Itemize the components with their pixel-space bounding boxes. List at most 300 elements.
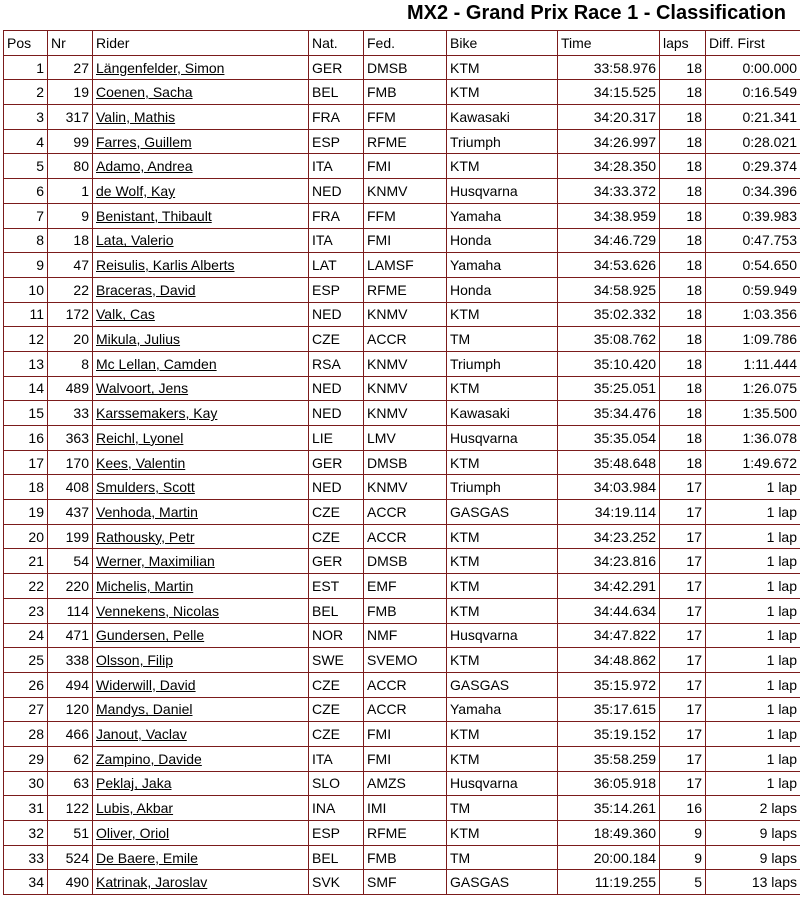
cell-bike: KTM	[447, 549, 558, 574]
cell-diff-first: 0:59.949	[706, 277, 800, 302]
cell-rider	[93, 179, 309, 204]
rider-link[interactable]: Zampino, Davide	[96, 750, 202, 767]
cell-nat: LIE	[309, 426, 364, 451]
cell-bike: KTM	[447, 55, 558, 80]
cell-nat: ITA	[309, 154, 364, 179]
cell-nat: CZE	[309, 697, 364, 722]
table-row	[4, 253, 800, 278]
cell-time: 35:35.054	[558, 426, 660, 451]
cell-nr: 120	[48, 697, 93, 722]
cell-bike: KTM	[447, 598, 558, 623]
cell-nat: CZE	[309, 327, 364, 352]
cell-diff-first: 0:16.549	[706, 80, 800, 105]
table-row	[4, 129, 800, 154]
cell-nat: GER	[309, 549, 364, 574]
cell-nr: 408	[48, 475, 93, 500]
cell-nr: 33	[48, 401, 93, 426]
cell-pos: 23	[4, 598, 48, 623]
cell-fed: FMB	[364, 80, 447, 105]
rider-link[interactable]: Lubis, Akbar	[96, 800, 174, 817]
header-diff-first: Diff. First	[706, 31, 800, 56]
cell-laps: 5	[660, 870, 706, 895]
cell-bike: GASGAS	[447, 500, 558, 525]
cell-bike: Husqvarna	[447, 426, 558, 451]
cell-nat: SVK	[309, 870, 364, 895]
table-row	[4, 623, 800, 648]
cell-time: 35:02.332	[558, 302, 660, 327]
cell-rider	[93, 845, 309, 870]
rider-link[interactable]: Walvoort, Jens	[96, 380, 189, 397]
cell-fed: LAMSF	[364, 253, 447, 278]
cell-nr: 490	[48, 870, 93, 895]
rider-link[interactable]: Valk, Cas	[96, 306, 155, 323]
cell-nat: GER	[309, 450, 364, 475]
cell-laps: 18	[660, 129, 706, 154]
cell-nr: 18	[48, 228, 93, 253]
cell-time: 18:49.360	[558, 821, 660, 846]
cell-rider	[93, 598, 309, 623]
rider-link[interactable]: Braceras, David	[96, 281, 196, 298]
cell-fed: FMI	[364, 722, 447, 747]
rider-link[interactable]: Benistant, Thibault	[96, 207, 212, 224]
cell-rider	[93, 154, 309, 179]
cell-rider	[93, 821, 309, 846]
cell-bike: TM	[447, 327, 558, 352]
table-row	[4, 55, 800, 80]
cell-nr: 63	[48, 771, 93, 796]
cell-diff-first: 1 lap	[706, 722, 800, 747]
cell-fed: RFME	[364, 129, 447, 154]
cell-nr: 80	[48, 154, 93, 179]
cell-nat: FRA	[309, 203, 364, 228]
table-row	[4, 821, 800, 846]
cell-time: 34:46.729	[558, 228, 660, 253]
cell-pos: 3	[4, 105, 48, 130]
cell-laps: 17	[660, 500, 706, 525]
cell-rider	[93, 80, 309, 105]
cell-diff-first: 1:49.672	[706, 450, 800, 475]
cell-rider	[93, 203, 309, 228]
cell-nr: 317	[48, 105, 93, 130]
cell-rider	[93, 228, 309, 253]
cell-laps: 18	[660, 253, 706, 278]
cell-bike: KTM	[447, 376, 558, 401]
cell-nr: 9	[48, 203, 93, 228]
cell-bike: Kawasaki	[447, 105, 558, 130]
cell-time: 34:23.816	[558, 549, 660, 574]
header-nat: Nat.	[309, 31, 364, 56]
cell-pos: 17	[4, 450, 48, 475]
cell-rider	[93, 870, 309, 895]
cell-laps: 18	[660, 55, 706, 80]
rider-link[interactable]: Mandys, Daniel	[96, 701, 193, 718]
cell-laps: 18	[660, 203, 706, 228]
cell-nat: ITA	[309, 228, 364, 253]
cell-rider	[93, 722, 309, 747]
table-row	[4, 722, 800, 747]
cell-time: 34:20.317	[558, 105, 660, 130]
cell-nr: 122	[48, 796, 93, 821]
cell-time: 35:48.648	[558, 450, 660, 475]
cell-fed: EMF	[364, 574, 447, 599]
cell-laps: 18	[660, 228, 706, 253]
rider-link[interactable]: Smulders, Scott	[96, 479, 195, 496]
header-time: Time	[558, 31, 660, 56]
table-row	[4, 351, 800, 376]
classification-table	[3, 30, 800, 895]
rider-link[interactable]: Karssemakers, Kay	[96, 405, 218, 422]
cell-nat: CZE	[309, 524, 364, 549]
cell-diff-first: 13 laps	[706, 870, 800, 895]
cell-fed: FMI	[364, 154, 447, 179]
rider-link[interactable]: Reichl, Lyonel	[96, 429, 184, 446]
cell-time: 34:19.114	[558, 500, 660, 525]
cell-rider	[93, 549, 309, 574]
cell-bike: GASGAS	[447, 672, 558, 697]
cell-nat: ESP	[309, 821, 364, 846]
cell-time: 34:44.634	[558, 598, 660, 623]
cell-time: 35:10.420	[558, 351, 660, 376]
cell-diff-first: 1 lap	[706, 475, 800, 500]
cell-laps: 18	[660, 154, 706, 179]
rider-link[interactable]: Venhoda, Martin	[96, 503, 198, 520]
cell-pos: 9	[4, 253, 48, 278]
cell-nr: 27	[48, 55, 93, 80]
cell-fed: DMSB	[364, 549, 447, 574]
cell-fed: KNMV	[364, 302, 447, 327]
cell-fed: RFME	[364, 821, 447, 846]
cell-pos: 16	[4, 426, 48, 451]
rider-link[interactable]: Farres, Guillem	[96, 133, 192, 150]
cell-laps: 17	[660, 574, 706, 599]
header-nr: Nr	[48, 31, 93, 56]
rider-link[interactable]: Michelis, Martin	[96, 577, 194, 594]
cell-pos: 12	[4, 327, 48, 352]
cell-nr: 54	[48, 549, 93, 574]
cell-fed: KNMV	[364, 351, 447, 376]
cell-diff-first: 1:03.356	[706, 302, 800, 327]
cell-fed: FMI	[364, 228, 447, 253]
cell-laps: 17	[660, 771, 706, 796]
cell-rider	[93, 672, 309, 697]
cell-nat: RSA	[309, 351, 364, 376]
cell-pos: 20	[4, 524, 48, 549]
table-row	[4, 154, 800, 179]
cell-pos: 29	[4, 746, 48, 771]
rider-link[interactable]: Vennekens, Nicolas	[96, 602, 219, 619]
cell-diff-first: 1 lap	[706, 500, 800, 525]
cell-laps: 18	[660, 105, 706, 130]
cell-rider	[93, 697, 309, 722]
cell-nat: BEL	[309, 80, 364, 105]
cell-laps: 17	[660, 672, 706, 697]
table-header-row	[4, 31, 800, 56]
cell-pos: 34	[4, 870, 48, 895]
cell-bike: KTM	[447, 302, 558, 327]
rider-link[interactable]: Längenfelder, Simon	[96, 59, 225, 76]
cell-pos: 18	[4, 475, 48, 500]
rider-link[interactable]: Werner, Maximilian	[96, 553, 215, 570]
cell-fed: FFM	[364, 105, 447, 130]
cell-pos: 8	[4, 228, 48, 253]
cell-nr: 8	[48, 351, 93, 376]
table-row	[4, 697, 800, 722]
cell-fed: KNMV	[364, 376, 447, 401]
cell-nat: EST	[309, 574, 364, 599]
table-row	[4, 203, 800, 228]
cell-nr: 437	[48, 500, 93, 525]
cell-rider	[93, 623, 309, 648]
cell-nr: 99	[48, 129, 93, 154]
cell-fed: IMI	[364, 796, 447, 821]
cell-time: 35:25.051	[558, 376, 660, 401]
cell-fed: ACCR	[364, 672, 447, 697]
cell-laps: 18	[660, 351, 706, 376]
rider-link[interactable]: Widerwill, David	[96, 676, 196, 693]
rider-link[interactable]: Janout, Vaclav	[96, 726, 187, 743]
header-laps: laps	[660, 31, 706, 56]
cell-nr: 19	[48, 80, 93, 105]
cell-fed: AMZS	[364, 771, 447, 796]
cell-diff-first: 0:54.650	[706, 253, 800, 278]
cell-time: 34:28.350	[558, 154, 660, 179]
cell-rider	[93, 55, 309, 80]
rider-link[interactable]: Coenen, Sacha	[96, 84, 193, 101]
cell-pos: 2	[4, 80, 48, 105]
cell-nr: 51	[48, 821, 93, 846]
cell-time: 34:26.997	[558, 129, 660, 154]
rider-link[interactable]: Mc Lellan, Camden	[96, 355, 217, 372]
cell-laps: 17	[660, 648, 706, 673]
cell-bike: Honda	[447, 277, 558, 302]
cell-bike: KTM	[447, 450, 558, 475]
cell-fed: SMF	[364, 870, 447, 895]
cell-diff-first: 1 lap	[706, 697, 800, 722]
cell-pos: 7	[4, 203, 48, 228]
cell-nr: 489	[48, 376, 93, 401]
cell-rider	[93, 129, 309, 154]
cell-fed: ACCR	[364, 500, 447, 525]
cell-fed: DMSB	[364, 450, 447, 475]
cell-diff-first: 0:21.341	[706, 105, 800, 130]
cell-time: 35:34.476	[558, 401, 660, 426]
cell-pos: 22	[4, 574, 48, 599]
cell-nr: 22	[48, 277, 93, 302]
cell-laps: 17	[660, 598, 706, 623]
cell-time: 34:48.862	[558, 648, 660, 673]
cell-rider	[93, 746, 309, 771]
table-row	[4, 574, 800, 599]
cell-nr: 114	[48, 598, 93, 623]
cell-nat: BEL	[309, 845, 364, 870]
cell-fed: FMB	[364, 598, 447, 623]
cell-nr: 47	[48, 253, 93, 278]
cell-diff-first: 9 laps	[706, 821, 800, 846]
cell-pos: 1	[4, 55, 48, 80]
header-pos: Pos	[4, 31, 48, 56]
table-row	[4, 771, 800, 796]
rider-link[interactable]: Olsson, Filip	[96, 652, 174, 669]
rider-link[interactable]: Adamo, Andrea	[96, 158, 193, 175]
cell-nat: NED	[309, 475, 364, 500]
cell-pos: 6	[4, 179, 48, 204]
cell-nat: NOR	[309, 623, 364, 648]
cell-fed: KNMV	[364, 401, 447, 426]
cell-diff-first: 1 lap	[706, 598, 800, 623]
rider-link[interactable]: Peklaj, Jaka	[96, 775, 172, 792]
table-row	[4, 401, 800, 426]
cell-fed: FFM	[364, 203, 447, 228]
cell-bike: Yamaha	[447, 203, 558, 228]
cell-rider	[93, 475, 309, 500]
cell-diff-first: 1 lap	[706, 549, 800, 574]
table-row	[4, 672, 800, 697]
cell-nat: NED	[309, 401, 364, 426]
table-row	[4, 796, 800, 821]
cell-diff-first: 1:35.500	[706, 401, 800, 426]
cell-nr: 363	[48, 426, 93, 451]
rider-link[interactable]: Gundersen, Pelle	[96, 627, 205, 644]
table-row	[4, 277, 800, 302]
cell-fed: ACCR	[364, 697, 447, 722]
rider-link[interactable]: de Wolf, Kay	[96, 182, 176, 199]
cell-time: 11:19.255	[558, 870, 660, 895]
cell-laps: 17	[660, 746, 706, 771]
cell-nat: FRA	[309, 105, 364, 130]
cell-laps: 18	[660, 179, 706, 204]
cell-nat: BEL	[309, 598, 364, 623]
cell-time: 35:19.152	[558, 722, 660, 747]
cell-nat: CZE	[309, 722, 364, 747]
cell-rider	[93, 327, 309, 352]
cell-laps: 18	[660, 302, 706, 327]
cell-laps: 17	[660, 697, 706, 722]
cell-laps: 18	[660, 80, 706, 105]
cell-nr: 466	[48, 722, 93, 747]
cell-fed: ACCR	[364, 327, 447, 352]
cell-fed: FMI	[364, 746, 447, 771]
cell-laps: 17	[660, 524, 706, 549]
cell-bike: KTM	[447, 746, 558, 771]
cell-laps: 17	[660, 475, 706, 500]
cell-pos: 13	[4, 351, 48, 376]
cell-nr: 62	[48, 746, 93, 771]
table-row	[4, 228, 800, 253]
cell-pos: 24	[4, 623, 48, 648]
cell-diff-first: 1 lap	[706, 672, 800, 697]
cell-pos: 27	[4, 697, 48, 722]
cell-bike: Husqvarna	[447, 179, 558, 204]
cell-pos: 32	[4, 821, 48, 846]
cell-bike: KTM	[447, 80, 558, 105]
cell-time: 35:08.762	[558, 327, 660, 352]
cell-nat: CZE	[309, 500, 364, 525]
cell-time: 20:00.184	[558, 845, 660, 870]
cell-bike: Triumph	[447, 351, 558, 376]
cell-time: 34:23.252	[558, 524, 660, 549]
cell-nat: NED	[309, 179, 364, 204]
cell-nat: SWE	[309, 648, 364, 673]
rider-link[interactable]: Rathousky, Petr	[96, 528, 195, 545]
cell-laps: 18	[660, 327, 706, 352]
cell-rider	[93, 376, 309, 401]
cell-nat: GER	[309, 55, 364, 80]
cell-laps: 9	[660, 821, 706, 846]
cell-pos: 25	[4, 648, 48, 673]
page-title: MX2 - Grand Prix Race 1 - Classification	[406, 2, 786, 24]
cell-time: 34:33.372	[558, 179, 660, 204]
table-row	[4, 426, 800, 451]
cell-diff-first: 1 lap	[706, 524, 800, 549]
rider-link[interactable]: Kees, Valentin	[96, 454, 186, 471]
rider-link[interactable]: Reisulis, Karlis Alberts	[96, 257, 235, 274]
table-row	[4, 524, 800, 549]
cell-diff-first: 1:09.786	[706, 327, 800, 352]
cell-diff-first: 1:36.078	[706, 426, 800, 451]
table-row	[4, 105, 800, 130]
table-row	[4, 500, 800, 525]
header-bike: Bike	[447, 31, 558, 56]
rider-link[interactable]: Katrinak, Jaroslav	[96, 874, 208, 891]
cell-fed: KNMV	[364, 179, 447, 204]
cell-rider	[93, 648, 309, 673]
cell-fed: ACCR	[364, 524, 447, 549]
cell-laps: 18	[660, 376, 706, 401]
rider-link[interactable]: Oliver, Oriol	[96, 824, 170, 841]
cell-nat: ESP	[309, 277, 364, 302]
cell-pos: 30	[4, 771, 48, 796]
cell-laps: 16	[660, 796, 706, 821]
cell-diff-first: 0:28.021	[706, 129, 800, 154]
cell-nat: CZE	[309, 672, 364, 697]
table-row	[4, 475, 800, 500]
table-row	[4, 598, 800, 623]
cell-bike: KTM	[447, 574, 558, 599]
table-row	[4, 450, 800, 475]
cell-diff-first: 0:39.983	[706, 203, 800, 228]
rider-link[interactable]: Valin, Mathis	[96, 108, 176, 125]
cell-nr: 338	[48, 648, 93, 673]
rider-link[interactable]: Mikula, Julius	[96, 331, 181, 348]
cell-time: 36:05.918	[558, 771, 660, 796]
cell-laps: 18	[660, 426, 706, 451]
cell-diff-first: 0:47.753	[706, 228, 800, 253]
cell-laps: 18	[660, 450, 706, 475]
cell-nr: 20	[48, 327, 93, 352]
cell-rider	[93, 771, 309, 796]
cell-bike: Honda	[447, 228, 558, 253]
cell-pos: 15	[4, 401, 48, 426]
cell-diff-first: 1 lap	[706, 574, 800, 599]
cell-pos: 4	[4, 129, 48, 154]
cell-diff-first: 2 laps	[706, 796, 800, 821]
cell-rider	[93, 450, 309, 475]
rider-link[interactable]: Lata, Valerio	[96, 232, 174, 249]
cell-time: 33:58.976	[558, 55, 660, 80]
cell-nat: SLO	[309, 771, 364, 796]
cell-bike: KTM	[447, 154, 558, 179]
table-row	[4, 845, 800, 870]
rider-link[interactable]: De Baere, Emile	[96, 849, 198, 866]
cell-diff-first: 1 lap	[706, 623, 800, 648]
cell-pos: 21	[4, 549, 48, 574]
cell-bike: Triumph	[447, 475, 558, 500]
cell-time: 34:15.525	[558, 80, 660, 105]
cell-rider	[93, 253, 309, 278]
cell-rider	[93, 574, 309, 599]
cell-pos: 11	[4, 302, 48, 327]
cell-bike: TM	[447, 845, 558, 870]
